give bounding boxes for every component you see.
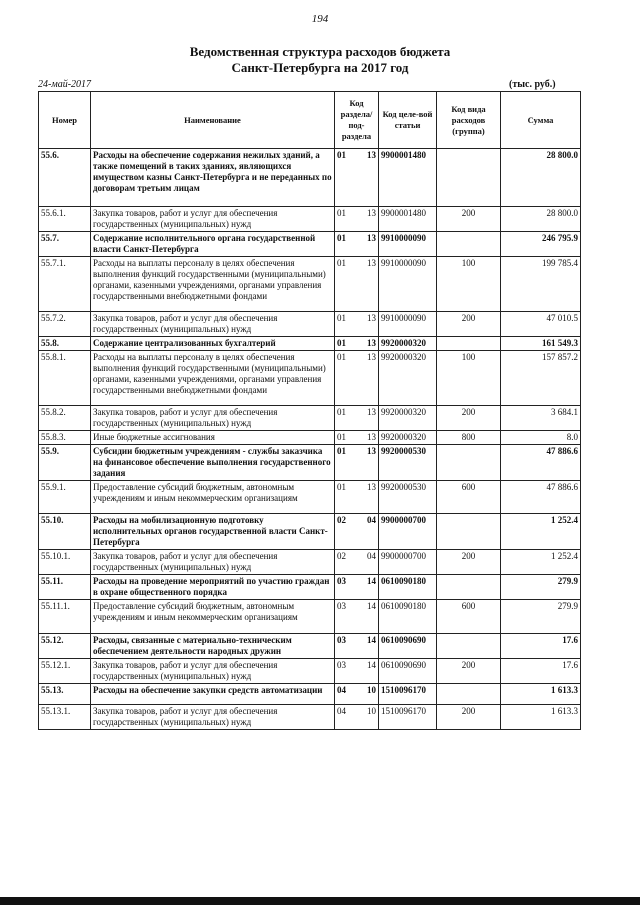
row-subsection: 14: [357, 659, 379, 684]
row-section: 01: [335, 406, 357, 431]
row-expense-type: 200: [437, 312, 501, 337]
table-row: [39, 550, 581, 575]
row-subsection: 10: [357, 705, 379, 730]
row-subsection: 14: [357, 634, 379, 659]
row-section: 02: [335, 550, 357, 575]
row-subsection: 04: [357, 550, 379, 575]
row-target-code: 0610090180: [379, 600, 437, 634]
row-subsection: 13: [357, 431, 379, 445]
table-row: [39, 406, 581, 431]
row-sum: 1 252.4: [501, 550, 581, 575]
row-section: 02: [335, 514, 357, 550]
document-date: 24-май-2017: [38, 79, 92, 90]
header-target-code: Код целе-вой статьи: [379, 92, 437, 149]
table-row: [39, 351, 581, 406]
row-name: Содержание централизованных бухгалтерий: [91, 337, 335, 351]
row-target-code: 9900000700: [379, 514, 437, 550]
row-expense-type: [437, 684, 501, 705]
row-section: 03: [335, 659, 357, 684]
row-expense-type: 200: [437, 207, 501, 232]
title-line-2: Санкт-Петербурга на 2017 год: [231, 60, 409, 75]
row-number: 55.11.: [39, 575, 91, 600]
table-row: [39, 445, 581, 481]
table-header-row: [39, 92, 581, 149]
units-label: (тыс. руб.): [509, 79, 556, 90]
row-number: 55.8.2.: [39, 406, 91, 431]
row-section: 03: [335, 575, 357, 600]
row-expense-type: 200: [437, 406, 501, 431]
row-number: 55.6.1.: [39, 207, 91, 232]
row-name: Расходы на выплаты персоналу в целях обеспечения выполнения функций государственными (муниципальными) органами, казенными учреждениями, органами управления государственными внебюджетными фондами: [91, 257, 335, 312]
row-sum: 1 613.3: [501, 705, 581, 730]
row-name: Закупка товаров, работ и услуг для обеспечения государственных (муниципальных) нужд: [91, 207, 335, 232]
row-subsection: 13: [357, 149, 379, 207]
row-expense-type: [437, 149, 501, 207]
row-number: 55.8.: [39, 337, 91, 351]
row-name: Расходы на выплаты персоналу в целях обеспечения выполнения функций государственными (муниципальными) органами, казенными учреждениями, органами управления государственными внебюджетными фондами: [91, 351, 335, 406]
row-subsection: 14: [357, 600, 379, 634]
row-section: 01: [335, 445, 357, 481]
row-expense-type: [437, 232, 501, 257]
table-row: [39, 600, 581, 634]
row-number: 55.12.1.: [39, 659, 91, 684]
row-target-code: 9920000530: [379, 481, 437, 514]
row-subsection: 13: [357, 207, 379, 232]
header-number: Номер: [39, 92, 91, 149]
row-target-code: 9920000320: [379, 351, 437, 406]
table-row: [39, 659, 581, 684]
row-name: Расходы на обеспечение закупки средств автоматизации: [91, 684, 335, 705]
row-number: 55.8.1.: [39, 351, 91, 406]
row-sum: 161 549.3: [501, 337, 581, 351]
row-number: 55.8.3.: [39, 431, 91, 445]
table-row: [39, 207, 581, 232]
row-target-code: 9910000090: [379, 232, 437, 257]
row-number: 55.11.1.: [39, 600, 91, 634]
row-name: Закупка товаров, работ и услуг для обеспечения государственных (муниципальных) нужд: [91, 312, 335, 337]
row-number: 55.13.: [39, 684, 91, 705]
row-target-code: 9920000320: [379, 406, 437, 431]
row-target-code: 1510096170: [379, 705, 437, 730]
row-section: 01: [335, 351, 357, 406]
row-expense-type: [437, 445, 501, 481]
row-sum: 3 684.1: [501, 406, 581, 431]
table-row: [39, 232, 581, 257]
budget-table: [38, 91, 581, 730]
table-row: [39, 705, 581, 730]
row-subsection: 13: [357, 232, 379, 257]
row-target-code: 9920000320: [379, 337, 437, 351]
row-section: 04: [335, 684, 357, 705]
table-row: [39, 634, 581, 659]
row-target-code: 9900001480: [379, 149, 437, 207]
row-subsection: 13: [357, 257, 379, 312]
row-section: 01: [335, 149, 357, 207]
row-sum: 279.9: [501, 600, 581, 634]
row-subsection: 13: [357, 406, 379, 431]
row-name: Расходы на мобилизационную подготовку исполнительных органов государственной власти Санкт-Петербурга: [91, 514, 335, 550]
document-title: [0, 44, 640, 76]
page-number: 194: [311, 13, 329, 25]
row-number: 55.12.: [39, 634, 91, 659]
row-expense-type: 800: [437, 431, 501, 445]
row-target-code: 9920000530: [379, 445, 437, 481]
row-sum: 8.0: [501, 431, 581, 445]
row-sum: 47 886.6: [501, 445, 581, 481]
row-sum: 17.6: [501, 659, 581, 684]
row-section: 01: [335, 207, 357, 232]
row-target-code: 9910000090: [379, 312, 437, 337]
header-expense-type: Код вида расходов (группа): [437, 92, 501, 149]
header-name: Наименование: [91, 92, 335, 149]
row-expense-type: 200: [437, 659, 501, 684]
row-number: 55.7.1.: [39, 257, 91, 312]
row-expense-type: [437, 337, 501, 351]
row-sum: 1 252.4: [501, 514, 581, 550]
row-number: 55.7.2.: [39, 312, 91, 337]
row-name: Расходы, связанные с материально-техническим обеспечением деятельности народных дружин: [91, 634, 335, 659]
row-subsection: 13: [357, 351, 379, 406]
table-row: [39, 337, 581, 351]
row-target-code: 0610090690: [379, 634, 437, 659]
row-section: 03: [335, 634, 357, 659]
row-target-code: 0610090180: [379, 575, 437, 600]
row-sum: 1 613.3: [501, 684, 581, 705]
row-name: Закупка товаров, работ и услуг для обеспечения государственных (муниципальных) нужд: [91, 705, 335, 730]
row-name: Содержание исполнительного органа государственной власти Санкт-Петербурга: [91, 232, 335, 257]
table-row: [39, 149, 581, 207]
row-name: Закупка товаров, работ и услуг для обеспечения государственных (муниципальных) нужд: [91, 659, 335, 684]
row-section: 04: [335, 705, 357, 730]
row-name: Закупка товаров, работ и услуг для обеспечения государственных (муниципальных) нужд: [91, 406, 335, 431]
row-target-code: 9900000700: [379, 550, 437, 575]
row-name: Предоставление субсидий бюджетным, автономным учреждениям и иным некоммерческим организациям: [91, 600, 335, 634]
row-subsection: 10: [357, 684, 379, 705]
row-name: Иные бюджетные ассигнования: [91, 431, 335, 445]
row-sum: 199 785.4: [501, 257, 581, 312]
row-expense-type: 600: [437, 481, 501, 514]
row-target-code: 9920000320: [379, 431, 437, 445]
row-name: Предоставление субсидий бюджетным, автономным учреждениям и иным некоммерческим организациям: [91, 481, 335, 514]
row-subsection: 14: [357, 575, 379, 600]
row-number: 55.6.: [39, 149, 91, 207]
row-section: 01: [335, 232, 357, 257]
table-row: [39, 575, 581, 600]
row-section: 01: [335, 431, 357, 445]
row-name: Закупка товаров, работ и услуг для обеспечения государственных (муниципальных) нужд: [91, 550, 335, 575]
header-sum: Сумма: [501, 92, 581, 149]
row-subsection: 13: [357, 445, 379, 481]
row-expense-type: [437, 634, 501, 659]
row-number: 55.10.1.: [39, 550, 91, 575]
row-section: 03: [335, 600, 357, 634]
row-name: Расходы на обеспечение содержания нежилых зданий, а также помещений в таких зданиях, являющихся имуществом казны Санкт-Петербурга и не переданных по договорам третьим лицам: [91, 149, 335, 207]
row-expense-type: 200: [437, 550, 501, 575]
row-number: 55.9.: [39, 445, 91, 481]
scan-bottom-edge: [0, 897, 640, 905]
row-expense-type: [437, 575, 501, 600]
row-sum: 47 886.6: [501, 481, 581, 514]
table-row: [39, 312, 581, 337]
row-subsection: 13: [357, 337, 379, 351]
row-number: 55.13.1.: [39, 705, 91, 730]
row-expense-type: 600: [437, 600, 501, 634]
row-sum: 28 800.0: [501, 207, 581, 232]
row-target-code: 9900001480: [379, 207, 437, 232]
row-number: 55.10.: [39, 514, 91, 550]
table-row: [39, 684, 581, 705]
row-sum: 28 800.0: [501, 149, 581, 207]
header-section-code: Код раздела/ под-раздела: [335, 92, 379, 149]
row-section: 01: [335, 257, 357, 312]
row-section: 01: [335, 481, 357, 514]
row-sum: 17.6: [501, 634, 581, 659]
row-expense-type: 100: [437, 257, 501, 312]
table-row: [39, 257, 581, 312]
row-expense-type: [437, 514, 501, 550]
row-target-code: 9910000090: [379, 257, 437, 312]
title-line-1: Ведомственная структура расходов бюджета: [189, 44, 451, 59]
row-subsection: 13: [357, 312, 379, 337]
row-number: 55.7.: [39, 232, 91, 257]
row-subsection: 13: [357, 481, 379, 514]
row-name: Субсидии бюджетным учреждениям - службы заказчика на финансовое обеспечение выполнения государственного задания: [91, 445, 335, 481]
row-target-code: 0610090690: [379, 659, 437, 684]
table-row: [39, 431, 581, 445]
row-name: Расходы на проведение мероприятий по участию граждан в охране общественного порядка: [91, 575, 335, 600]
row-sum: 47 010.5: [501, 312, 581, 337]
table-row: [39, 514, 581, 550]
row-sum: 279.9: [501, 575, 581, 600]
row-section: 01: [335, 337, 357, 351]
row-sum: 246 795.9: [501, 232, 581, 257]
row-expense-type: 100: [437, 351, 501, 406]
table-row: [39, 481, 581, 514]
row-subsection: 04: [357, 514, 379, 550]
row-target-code: 1510096170: [379, 684, 437, 705]
row-section: 01: [335, 312, 357, 337]
row-expense-type: 200: [437, 705, 501, 730]
row-sum: 157 857.2: [501, 351, 581, 406]
row-number: 55.9.1.: [39, 481, 91, 514]
